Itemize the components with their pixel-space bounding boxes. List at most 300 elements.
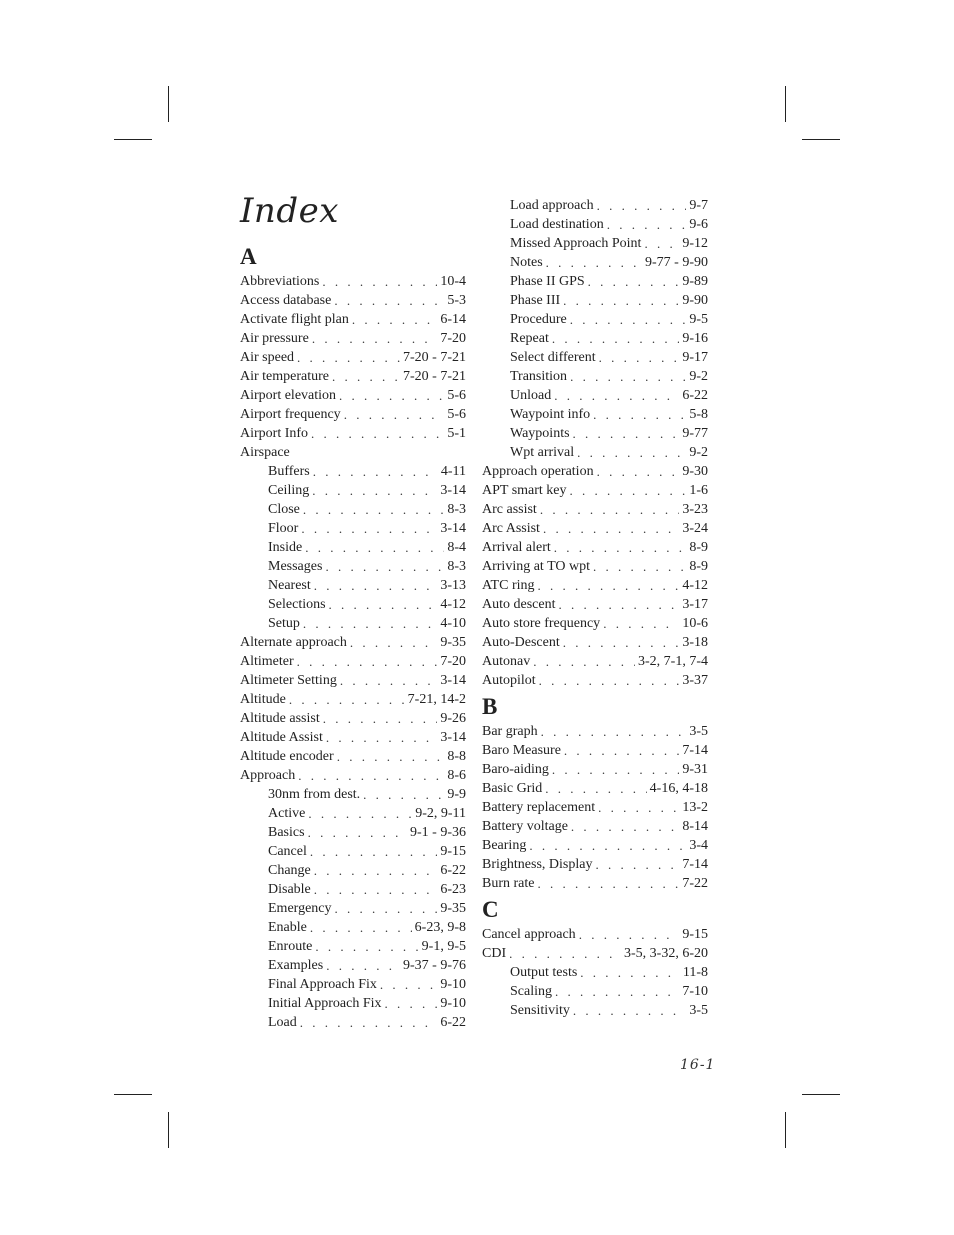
entry-pages: 6-14 bbox=[440, 312, 466, 327]
dot-leader bbox=[314, 861, 438, 880]
page-title: Index bbox=[240, 191, 339, 231]
index-entry bbox=[482, 595, 708, 614]
index-entry bbox=[240, 709, 466, 728]
index-subentry bbox=[482, 982, 708, 1001]
index-subentry bbox=[240, 937, 466, 956]
section-letter: A bbox=[240, 244, 257, 269]
dot-leader bbox=[554, 386, 679, 405]
entry-term: Inside bbox=[268, 540, 303, 555]
index-entry bbox=[240, 633, 466, 652]
entry-pages: 3-5, 3-32, 6-20 bbox=[624, 946, 708, 961]
dot-leader bbox=[352, 310, 437, 329]
index-subentry bbox=[240, 462, 466, 481]
index-subentry bbox=[240, 576, 466, 595]
dot-leader bbox=[558, 595, 679, 614]
dot-leader bbox=[313, 462, 438, 481]
entry-pages: 7-20 - 7-21 bbox=[403, 369, 466, 384]
entry-pages: 7-20 bbox=[440, 331, 466, 346]
entry-pages: 9-1, 9-5 bbox=[421, 939, 466, 954]
dot-leader bbox=[298, 766, 444, 785]
entry-term: Air temperature bbox=[240, 369, 330, 384]
index-entry bbox=[240, 272, 466, 291]
entry-pages: 6-22 bbox=[682, 388, 708, 403]
page-number: 16-1 bbox=[680, 1057, 716, 1073]
entry-term: ATC ring bbox=[482, 578, 535, 593]
dot-leader bbox=[595, 855, 679, 874]
index-subentry bbox=[482, 386, 708, 405]
entry-pages: 6-22 bbox=[440, 1015, 466, 1030]
dot-leader bbox=[588, 272, 680, 291]
entry-pages: 3-5 bbox=[689, 724, 708, 739]
index-entry bbox=[482, 671, 708, 690]
entry-term: Air speed bbox=[240, 350, 295, 365]
entry-term: Phase II GPS bbox=[510, 274, 585, 289]
entry-term: Change bbox=[268, 863, 311, 878]
entry-pages: 9-5 bbox=[689, 312, 708, 327]
dot-leader bbox=[380, 975, 437, 994]
dot-leader bbox=[563, 291, 679, 310]
entry-term: Waypoints bbox=[510, 426, 570, 441]
entry-pages: 5-1 bbox=[447, 426, 466, 441]
entry-pages: 6-23, 9-8 bbox=[414, 920, 466, 935]
index-entry bbox=[482, 614, 708, 633]
entry-pages: 3-23 bbox=[682, 502, 708, 517]
dot-leader bbox=[303, 500, 444, 519]
index-entry bbox=[482, 836, 708, 855]
entry-pages: 9-89 bbox=[682, 274, 708, 289]
index-column-right bbox=[482, 196, 708, 1020]
entry-pages: 1-6 bbox=[689, 483, 708, 498]
index-subentry bbox=[482, 196, 708, 215]
entry-pages: 9-30 bbox=[682, 464, 708, 479]
entry-term: Wpt arrival bbox=[510, 445, 575, 460]
entry-term: Battery replacement bbox=[482, 800, 596, 815]
dot-leader bbox=[540, 500, 680, 519]
entry-term: Notes bbox=[510, 255, 543, 270]
dot-leader bbox=[541, 722, 687, 741]
entry-term: Approach bbox=[240, 768, 296, 783]
dot-leader bbox=[308, 823, 407, 842]
dot-leader bbox=[315, 937, 418, 956]
entry-pages: 4-10 bbox=[440, 616, 466, 631]
entry-term: Buffers bbox=[268, 464, 310, 479]
index-subentry bbox=[240, 500, 466, 519]
index-subentry bbox=[240, 519, 466, 538]
entry-pages: 8-14 bbox=[682, 819, 708, 834]
index-subentry bbox=[482, 405, 708, 424]
entry-term: Altitude encoder bbox=[240, 749, 334, 764]
index-entry bbox=[240, 747, 466, 766]
entry-pages: 4-12 bbox=[682, 578, 708, 593]
entry-term: Altitude bbox=[240, 692, 286, 707]
entry-pages: 7-14 bbox=[682, 743, 708, 758]
entry-term: Active bbox=[268, 806, 306, 821]
entry-pages: 9-90 bbox=[682, 293, 708, 308]
dot-leader bbox=[603, 614, 679, 633]
dot-leader bbox=[340, 671, 438, 690]
crop-mark bbox=[168, 86, 169, 122]
entry-pages: 9-16 bbox=[682, 331, 708, 346]
dot-leader bbox=[350, 633, 437, 652]
index-entry bbox=[240, 405, 466, 424]
index-entry bbox=[240, 386, 466, 405]
dot-leader bbox=[312, 481, 437, 500]
entry-term: Activate flight plan bbox=[240, 312, 349, 327]
entry-pages: 4-11 bbox=[440, 464, 466, 479]
crop-mark bbox=[802, 139, 840, 140]
entry-term: Burn rate bbox=[482, 876, 535, 891]
dot-leader bbox=[552, 760, 679, 779]
entry-term: APT smart key bbox=[482, 483, 567, 498]
entry-pages: 7-20 - 7-21 bbox=[403, 350, 466, 365]
entry-term: Air pressure bbox=[240, 331, 309, 346]
entry-pages: 3-18 bbox=[682, 635, 708, 650]
entry-term: Auto store frequency bbox=[482, 616, 601, 631]
entry-term: Baro Measure bbox=[482, 743, 561, 758]
dot-leader bbox=[607, 215, 687, 234]
entry-pages: 9-35 bbox=[440, 901, 466, 916]
entry-pages: 8-3 bbox=[447, 502, 466, 517]
entry-pages: 3-4 bbox=[689, 838, 708, 853]
index-subentry bbox=[482, 291, 708, 310]
dot-leader bbox=[597, 462, 680, 481]
dot-leader bbox=[289, 690, 405, 709]
entry-term: Cancel bbox=[268, 844, 307, 859]
entry-pages: 9-17 bbox=[682, 350, 708, 365]
dot-leader bbox=[554, 538, 687, 557]
entry-term: Altimeter bbox=[240, 654, 294, 669]
index-subentry bbox=[240, 557, 466, 576]
entry-term: Battery voltage bbox=[482, 819, 568, 834]
index-subentry bbox=[482, 329, 708, 348]
index-entry bbox=[240, 728, 466, 747]
entry-term: Altitude assist bbox=[240, 711, 320, 726]
entry-pages: 9-1 - 9-36 bbox=[410, 825, 466, 840]
dot-leader bbox=[303, 614, 437, 633]
entry-pages: 8-9 bbox=[689, 540, 708, 555]
dot-leader bbox=[543, 519, 679, 538]
entry-pages: 5-3 bbox=[447, 293, 466, 308]
index-subentry bbox=[482, 367, 708, 386]
index-entry bbox=[240, 329, 466, 348]
index-subentry bbox=[482, 963, 708, 982]
dot-leader bbox=[533, 652, 635, 671]
crop-mark bbox=[785, 86, 786, 122]
entry-term: Scaling bbox=[510, 984, 552, 999]
entry-pages: 3-13 bbox=[440, 578, 466, 593]
entry-pages: 3-17 bbox=[682, 597, 708, 612]
index-entry bbox=[240, 766, 466, 785]
index-subentry bbox=[240, 899, 466, 918]
dot-leader bbox=[529, 836, 686, 855]
entry-term: Arc Assist bbox=[482, 521, 540, 536]
index-entry bbox=[240, 652, 466, 671]
dot-leader bbox=[322, 272, 437, 291]
dot-leader bbox=[573, 1001, 686, 1020]
entry-term: Airspace bbox=[240, 445, 290, 460]
dot-leader bbox=[363, 785, 444, 804]
entry-pages: 7-10 bbox=[682, 984, 708, 999]
dot-leader bbox=[337, 747, 445, 766]
dot-leader bbox=[509, 944, 621, 963]
entry-pages: 9-37 - 9-76 bbox=[403, 958, 466, 973]
dot-leader bbox=[312, 329, 438, 348]
entry-term: Approach operation bbox=[482, 464, 594, 479]
dot-leader bbox=[563, 633, 680, 652]
entry-term: Messages bbox=[268, 559, 323, 574]
crop-mark bbox=[114, 1094, 152, 1095]
entry-term: Repeat bbox=[510, 331, 549, 346]
entry-pages: 4-12 bbox=[440, 597, 466, 612]
entry-pages: 5-6 bbox=[447, 388, 466, 403]
dot-leader bbox=[593, 405, 686, 424]
entry-pages: 3-14 bbox=[440, 673, 466, 688]
entry-pages: 9-77 - 9-90 bbox=[645, 255, 708, 270]
entry-term: Nearest bbox=[268, 578, 311, 593]
index-entry bbox=[482, 652, 708, 671]
index-subentry bbox=[240, 918, 466, 937]
index-subentry bbox=[482, 253, 708, 272]
dot-leader bbox=[297, 348, 400, 367]
dot-leader bbox=[297, 652, 438, 671]
index-subentry bbox=[240, 595, 466, 614]
index-subentry bbox=[482, 443, 708, 462]
entry-pages: 9-6 bbox=[689, 217, 708, 232]
entry-term: Load destination bbox=[510, 217, 604, 232]
index-entry bbox=[482, 633, 708, 652]
dot-leader bbox=[599, 348, 680, 367]
index-subentry bbox=[482, 424, 708, 443]
entry-term: Bar graph bbox=[482, 724, 538, 739]
entry-pages: 3-37 bbox=[682, 673, 708, 688]
entry-term: Initial Approach Fix bbox=[268, 996, 382, 1011]
entry-term: Auto descent bbox=[482, 597, 556, 612]
entry-term: Autonav bbox=[482, 654, 531, 669]
entry-pages: 9-9 bbox=[447, 787, 466, 802]
entry-pages: 5-8 bbox=[689, 407, 708, 422]
section-letter: C bbox=[482, 897, 499, 922]
dot-leader bbox=[545, 779, 646, 798]
entry-pages: 11-8 bbox=[682, 965, 708, 980]
dot-leader bbox=[537, 874, 679, 893]
entry-term: Altimeter Setting bbox=[240, 673, 337, 688]
entry-term: Transition bbox=[510, 369, 568, 384]
index-subentry bbox=[240, 785, 466, 804]
entry-term: Enable bbox=[268, 920, 307, 935]
entry-term: Ceiling bbox=[268, 483, 310, 498]
dot-leader bbox=[577, 443, 686, 462]
entry-pages: 10-6 bbox=[682, 616, 708, 631]
index-entry bbox=[482, 817, 708, 836]
dot-leader bbox=[334, 291, 444, 310]
dot-leader bbox=[326, 956, 400, 975]
dot-leader bbox=[570, 367, 686, 386]
entry-term: Sensitivity bbox=[510, 1003, 570, 1018]
entry-term: Load approach bbox=[510, 198, 594, 213]
dot-leader bbox=[385, 994, 438, 1013]
dot-leader bbox=[573, 424, 680, 443]
index-subentry bbox=[240, 614, 466, 633]
index-entry bbox=[240, 424, 466, 443]
index-subentry bbox=[482, 215, 708, 234]
index-entry bbox=[482, 760, 708, 779]
dot-leader bbox=[564, 741, 679, 760]
index-subentry bbox=[240, 804, 466, 823]
entry-term: Waypoint info bbox=[510, 407, 591, 422]
index-entry bbox=[482, 519, 708, 538]
dot-leader bbox=[308, 804, 412, 823]
index-subentry bbox=[482, 272, 708, 291]
entry-term: Missed Approach Point bbox=[510, 236, 642, 251]
index-subentry bbox=[482, 1001, 708, 1020]
index-entry bbox=[240, 690, 466, 709]
dot-leader bbox=[570, 481, 687, 500]
index-subentry bbox=[240, 880, 466, 899]
dot-leader bbox=[305, 538, 444, 557]
dot-leader bbox=[344, 405, 445, 424]
entry-term: Final Approach Fix bbox=[268, 977, 377, 992]
entry-pages: 9-7 bbox=[689, 198, 708, 213]
dot-leader bbox=[555, 982, 679, 1001]
index-column-left bbox=[240, 240, 466, 1032]
dot-leader bbox=[579, 925, 680, 944]
dot-leader bbox=[326, 728, 437, 747]
entry-pages: 8-9 bbox=[689, 559, 708, 574]
entry-pages: 8-6 bbox=[447, 768, 466, 783]
dot-leader bbox=[539, 671, 680, 690]
entry-pages: 6-23 bbox=[440, 882, 466, 897]
crop-mark bbox=[114, 139, 152, 140]
entry-pages: 9-10 bbox=[440, 996, 466, 1011]
entry-term: Emergency bbox=[268, 901, 332, 916]
entry-pages: 9-2 bbox=[689, 369, 708, 384]
index-entry bbox=[482, 557, 708, 576]
entry-term: Basics bbox=[268, 825, 305, 840]
entry-term: Examples bbox=[268, 958, 324, 973]
index-subentry bbox=[240, 956, 466, 975]
section-letter: B bbox=[482, 694, 498, 719]
entry-pages: 3-14 bbox=[440, 483, 466, 498]
index-entry bbox=[482, 576, 708, 595]
dot-leader bbox=[325, 557, 444, 576]
index-entry bbox=[482, 741, 708, 760]
entry-pages: 9-77 bbox=[682, 426, 708, 441]
entry-pages: 8-3 bbox=[447, 559, 466, 574]
index-subentry bbox=[240, 823, 466, 842]
entry-pages: 9-2 bbox=[689, 445, 708, 460]
entry-term: Load bbox=[268, 1015, 297, 1030]
entry-term: Abbreviations bbox=[240, 274, 320, 289]
entry-pages: 9-2, 9-11 bbox=[415, 806, 466, 821]
entry-pages: 9-31 bbox=[682, 762, 708, 777]
dot-leader bbox=[314, 576, 438, 595]
dot-leader bbox=[546, 253, 642, 272]
index-entry bbox=[482, 925, 708, 944]
entry-term: Select different bbox=[510, 350, 596, 365]
entry-term: Enroute bbox=[268, 939, 313, 954]
index-subentry bbox=[240, 861, 466, 880]
entry-term: Arrival alert bbox=[482, 540, 551, 555]
entry-term: Bearing bbox=[482, 838, 527, 853]
entry-pages: 9-15 bbox=[440, 844, 466, 859]
entry-pages: 7-21, 14-2 bbox=[407, 692, 466, 707]
entry-pages: 9-12 bbox=[682, 236, 708, 251]
dot-leader bbox=[597, 196, 687, 215]
entry-term: Baro-aiding bbox=[482, 762, 549, 777]
entry-term: Arc assist bbox=[482, 502, 537, 517]
entry-term: Autopilot bbox=[482, 673, 536, 688]
index-subentry bbox=[482, 348, 708, 367]
index-entry bbox=[240, 671, 466, 690]
entry-pages: 9-15 bbox=[682, 927, 708, 942]
index-entry bbox=[482, 481, 708, 500]
entry-term: Disable bbox=[268, 882, 311, 897]
dot-leader bbox=[332, 367, 400, 386]
entry-term: Brightness, Display bbox=[482, 857, 593, 872]
crop-mark bbox=[168, 1112, 169, 1148]
entry-term: Airport Info bbox=[240, 426, 309, 441]
dot-leader bbox=[571, 817, 679, 836]
index-entry bbox=[240, 291, 466, 310]
dot-leader bbox=[339, 386, 444, 405]
index-subentry bbox=[240, 481, 466, 500]
index-subentry bbox=[240, 994, 466, 1013]
index-subentry bbox=[240, 842, 466, 861]
index-entry bbox=[482, 944, 708, 963]
dot-leader bbox=[644, 234, 679, 253]
entry-term: Auto-Descent bbox=[482, 635, 560, 650]
crop-mark bbox=[785, 1112, 786, 1148]
entry-term: Unload bbox=[510, 388, 552, 403]
entry-term: Phase III bbox=[510, 293, 561, 308]
entry-pages: 4-16, 4-18 bbox=[649, 781, 708, 796]
index-entry bbox=[482, 798, 708, 817]
dot-leader bbox=[329, 595, 438, 614]
index-subentry bbox=[240, 538, 466, 557]
entry-pages: 3-2, 7-1, 7-4 bbox=[638, 654, 708, 669]
dot-leader bbox=[335, 899, 438, 918]
entry-term: Arriving at TO wpt bbox=[482, 559, 590, 574]
index-entry bbox=[482, 462, 708, 481]
index-subentry bbox=[482, 234, 708, 253]
entry-term: 30nm from dest. bbox=[268, 787, 361, 802]
entry-term: Basic Grid bbox=[482, 781, 543, 796]
index-entry bbox=[482, 722, 708, 741]
dot-leader bbox=[323, 709, 438, 728]
entry-term: Procedure bbox=[510, 312, 567, 327]
index-subentry bbox=[240, 1013, 466, 1032]
dot-leader bbox=[301, 519, 437, 538]
entry-pages: 3-14 bbox=[440, 521, 466, 536]
entry-term: Cancel approach bbox=[482, 927, 576, 942]
dot-leader bbox=[552, 329, 679, 348]
index-entry bbox=[482, 779, 708, 798]
index-subentry bbox=[240, 975, 466, 994]
index-subentry bbox=[482, 310, 708, 329]
entry-pages: 7-20 bbox=[440, 654, 466, 669]
entry-pages: 9-26 bbox=[440, 711, 466, 726]
entry-term: Airport frequency bbox=[240, 407, 341, 422]
dot-leader bbox=[593, 557, 686, 576]
entry-term: Airport elevation bbox=[240, 388, 337, 403]
entry-term: CDI bbox=[482, 946, 507, 961]
entry-pages: 9-35 bbox=[440, 635, 466, 650]
dot-leader bbox=[580, 963, 680, 982]
entry-term: Close bbox=[268, 502, 300, 517]
entry-term: Access database bbox=[240, 293, 332, 308]
entry-term: Selections bbox=[268, 597, 326, 612]
index-entry bbox=[482, 874, 708, 893]
